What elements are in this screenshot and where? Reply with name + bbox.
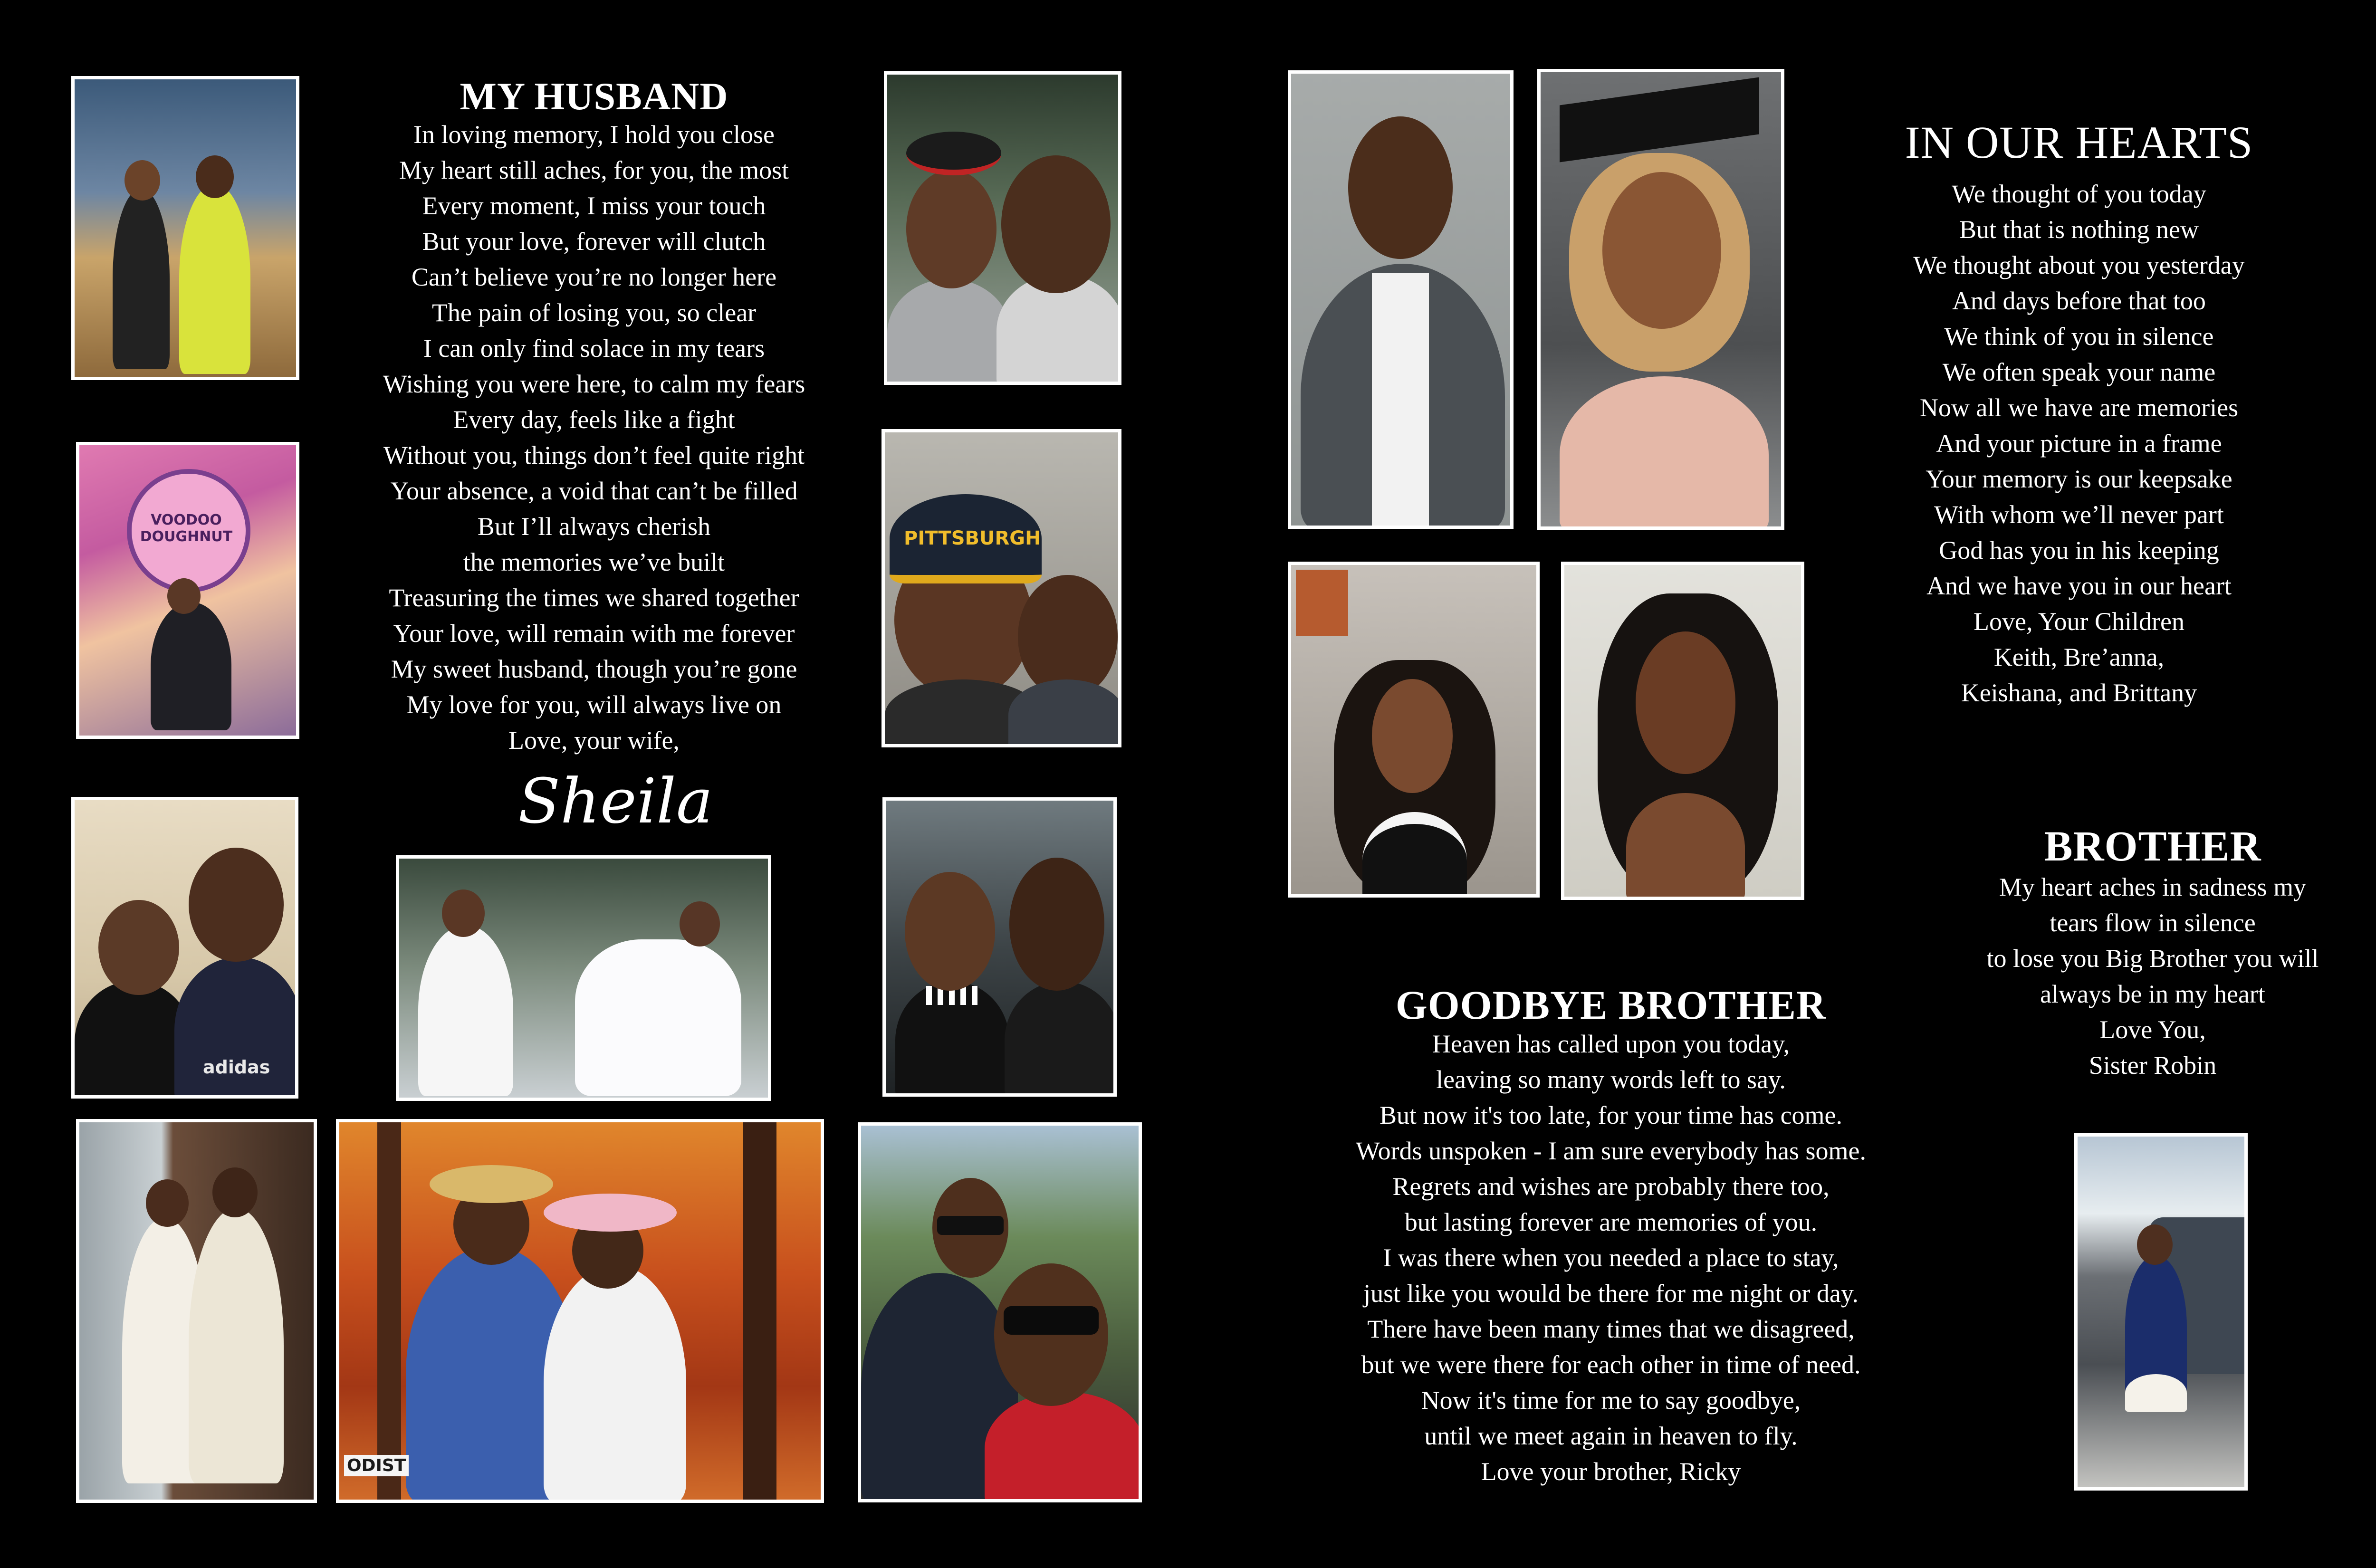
poem-line: I can only find solace in my tears bbox=[423, 334, 765, 363]
photo-couple-tapestry bbox=[71, 76, 299, 380]
poem-line: but we were there for each other in time of need. bbox=[1361, 1350, 1861, 1379]
poem-line: Your absence, a void that can’t be filled bbox=[390, 477, 798, 506]
photo-couple-in-white bbox=[76, 1119, 317, 1503]
photo-young-woman bbox=[1288, 562, 1540, 898]
photo-donut-shop bbox=[76, 442, 299, 739]
photo-sunglasses-selfie bbox=[858, 1122, 1142, 1502]
poem-line: My heart aches in sadness my bbox=[1999, 872, 2307, 901]
poem-line: Your memory is our keepsake bbox=[1926, 464, 2232, 493]
poem-line: Wishing you were here, to calm my fears bbox=[383, 370, 805, 399]
photo-woman-by-car bbox=[2074, 1133, 2248, 1491]
poem-line: the memories we’ve built bbox=[463, 548, 725, 577]
photo-autumn-cowboy-hats bbox=[336, 1119, 824, 1503]
poem-line: Love, your wife, bbox=[508, 726, 680, 755]
photo-pittsburgh-cap bbox=[881, 429, 1121, 747]
poem-line: But now it's too late, for your time has come. bbox=[1379, 1101, 1843, 1130]
husband-poem-title: MY HUSBAND bbox=[460, 75, 728, 118]
poem-line: Love You, bbox=[2099, 1015, 2206, 1044]
poem-line: But I’ll always cherish bbox=[477, 512, 711, 541]
photo-selfie-adidas bbox=[71, 797, 298, 1099]
poem-line: Words unspoken - I am sure everybody has some. bbox=[1356, 1137, 1866, 1166]
poem-line: Without you, things don’t feel quite right bbox=[383, 441, 805, 470]
husband-poem-lines bbox=[337, 117, 851, 758]
poem-line: Love your brother, Ricky bbox=[1481, 1457, 1741, 1486]
brother-poem-title: BROTHER bbox=[2044, 823, 2261, 870]
goodbye-poem bbox=[1302, 984, 1920, 1490]
poem-line: Now it's time for me to say goodbye, bbox=[1421, 1386, 1801, 1415]
poem-line: always be in my heart bbox=[2040, 979, 2265, 1008]
poem-line: Love, Your Children bbox=[1974, 607, 2184, 636]
shirt-logo-text: adidas bbox=[203, 1057, 270, 1078]
cap-logo-text: PITTSBURGH bbox=[904, 527, 1041, 549]
husband-poem-signature: Sheila bbox=[518, 765, 713, 837]
poem-line: Sister Robin bbox=[2089, 1051, 2217, 1080]
poem-line: We often speak your name bbox=[1942, 357, 2216, 386]
poem-line: Every day, feels like a fight bbox=[453, 405, 735, 434]
poem-line: There have been many times that we disagreed, bbox=[1367, 1315, 1855, 1344]
poem-line: And your picture in a frame bbox=[1936, 429, 2222, 458]
hearts-poem bbox=[1853, 119, 2305, 711]
poem-line: The pain of losing you, so clear bbox=[431, 298, 757, 327]
poem-line: We thought of you today bbox=[1952, 179, 2206, 208]
poem-line: tears flow in silence bbox=[2050, 908, 2256, 937]
poem-line: Every moment, I miss your touch bbox=[422, 191, 766, 220]
poem-line: God has you in his keeping bbox=[1939, 535, 2219, 564]
poem-line: to lose you Big Brother you will bbox=[1986, 944, 2319, 973]
hearts-poem-lines bbox=[1853, 176, 2305, 711]
brother-poem bbox=[1915, 824, 2376, 1083]
brother-poem-lines bbox=[1915, 870, 2376, 1083]
poem-line: Treasuring the times we shared together bbox=[389, 583, 799, 612]
hearts-poem-title: IN OUR HEARTS bbox=[1905, 117, 2253, 168]
poem-line: And we have you in our heart bbox=[1926, 571, 2232, 600]
poem-line: I was there when you needed a place to stay, bbox=[1383, 1243, 1839, 1272]
poem-line: My sweet husband, though you’re gone bbox=[391, 655, 797, 684]
donut-sign-text: VOODOO DOUGHNUT bbox=[140, 512, 233, 545]
photo-wedding bbox=[396, 855, 771, 1101]
poem-line: My heart still aches, for you, the most bbox=[399, 156, 789, 185]
poem-line: Now all we have are memories bbox=[1919, 393, 2239, 422]
photo-bow-tie-selfie bbox=[882, 797, 1117, 1097]
poem-line: In loving memory, I hold you close bbox=[413, 120, 775, 149]
photo-graduate-cap bbox=[1537, 69, 1784, 530]
poem-line: But your love, forever will clutch bbox=[422, 227, 766, 256]
poem-line: With whom we’ll never part bbox=[1934, 500, 2224, 529]
photo-man-grey-suit bbox=[1288, 70, 1514, 529]
poem-line: Keith, Bre’anna, bbox=[1993, 642, 2165, 671]
poem-line: Keishana, and Brittany bbox=[1961, 678, 2197, 707]
poem-line: leaving so many words left to say. bbox=[1436, 1065, 1786, 1094]
poem-line: until we meet again in heaven to fly. bbox=[1424, 1422, 1798, 1451]
poem-line: But that is nothing new bbox=[1959, 215, 2199, 244]
poem-line: We thought about you yesterday bbox=[1913, 250, 2245, 279]
poem-line: but lasting forever are memories of you. bbox=[1404, 1208, 1818, 1237]
poem-line: Heaven has called upon you today, bbox=[1432, 1030, 1790, 1059]
poem-line: We think of you in silence bbox=[1944, 322, 2214, 351]
goodbye-poem-title: GOODBYE BROTHER bbox=[1395, 982, 1827, 1028]
husband-poem bbox=[337, 76, 851, 758]
banner-text: ODIST bbox=[344, 1455, 409, 1476]
poem-line: Can’t believe you’re no longer here bbox=[411, 263, 777, 292]
photo-holiday-selfie bbox=[884, 71, 1121, 385]
goodbye-poem-lines bbox=[1302, 1026, 1920, 1490]
poem-line: My love for you, will always live on bbox=[406, 690, 782, 719]
photo-woman-long-hair bbox=[1561, 562, 1804, 900]
poem-line: just like you would be there for me night or day. bbox=[1363, 1279, 1859, 1308]
poem-line: Regrets and wishes are probably there too, bbox=[1392, 1172, 1830, 1201]
poem-line: Your love, will remain with me forever bbox=[393, 619, 795, 648]
poem-line: And days before that too bbox=[1952, 286, 2206, 315]
